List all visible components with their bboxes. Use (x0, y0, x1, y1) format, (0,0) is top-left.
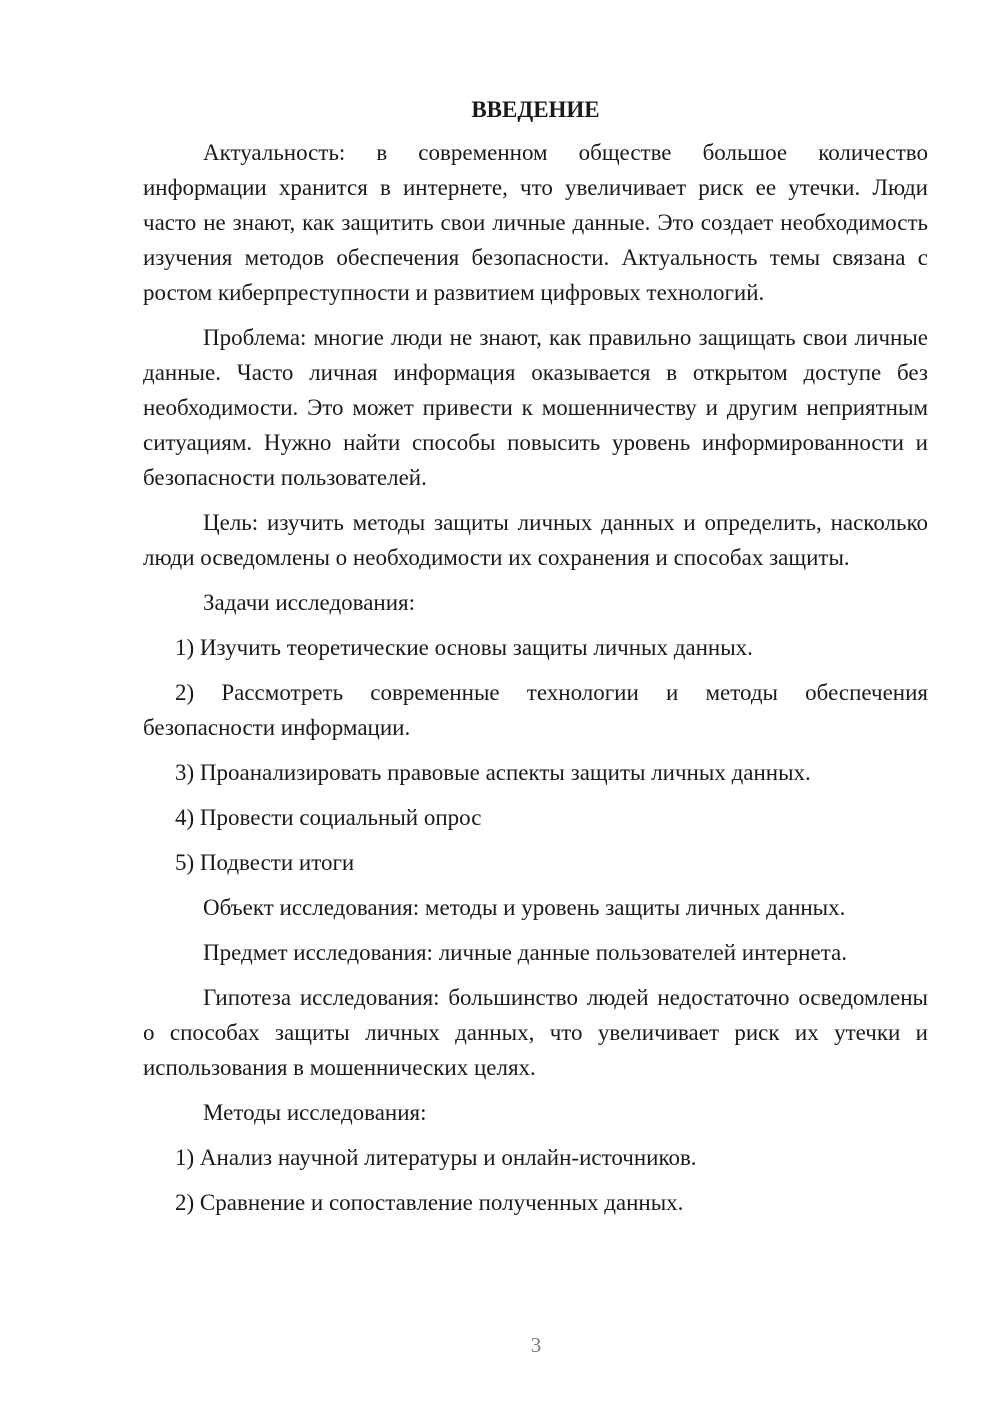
method-item: 1) Анализ научной литературы и онлайн-источников. (175, 1145, 697, 1170)
tasks-heading: Задачи исследования: (203, 590, 416, 615)
task-item: 5) Подвести итоги (175, 850, 355, 875)
problem-paragraph: Проблема: многие люди не знают, как правильно защищать свои личные данные. Часто личная информация оказывается в открытом доступе без необходимости. Это может привести к мошенничеству и другим неприятным ситуациям. Нужно найти способы повысить уровень информированности и безопасности пользователей. (143, 325, 928, 490)
object-paragraph: Объект исследования: методы и уровень защиты личных данных. (203, 895, 846, 920)
page-number: 3 (530, 1333, 542, 1357)
subject-paragraph: Предмет исследования: личные данные пользователей интернета. (203, 940, 847, 965)
actuality-paragraph: Актуальность: в современном обществе большое количество информации хранится в интернете, что увеличивает риск ее утечки. Люди часто не знают, как защитить свои личные данные. Это создает необходимость изучения методов обеспечения безопасности. Актуальность темы связана с ростом киберпреступности и развитием цифровых технологий. (143, 140, 928, 305)
method-item: 2) Сравнение и сопоставление полученных данных. (175, 1190, 684, 1215)
hypothesis-paragraph: Гипотеза исследования: большинство людей недостаточно осведомлены о способах защиты личных данных, что увеличивает риск их утечки и использования в мошеннических целях. (143, 985, 928, 1080)
page-title: ВВЕДЕНИЕ (471, 97, 600, 122)
task-item: 4) Провести социальный опрос (175, 805, 482, 830)
goal-paragraph: Цель: изучить методы защиты личных данных и определить, насколько люди осведомлены о необходимости их сохранения и способах защиты. (143, 510, 928, 570)
document-page (143, 92, 928, 1230)
task-item: 1) Изучить теоретические основы защиты личных данных. (175, 635, 753, 660)
task-item: 3) Проанализировать правовые аспекты защиты личных данных. (175, 760, 811, 785)
methods-heading: Методы исследования: (203, 1100, 427, 1125)
task-item: 2) Рассмотреть современные технологии и методы обеспечения безопасности информации. (143, 680, 928, 740)
